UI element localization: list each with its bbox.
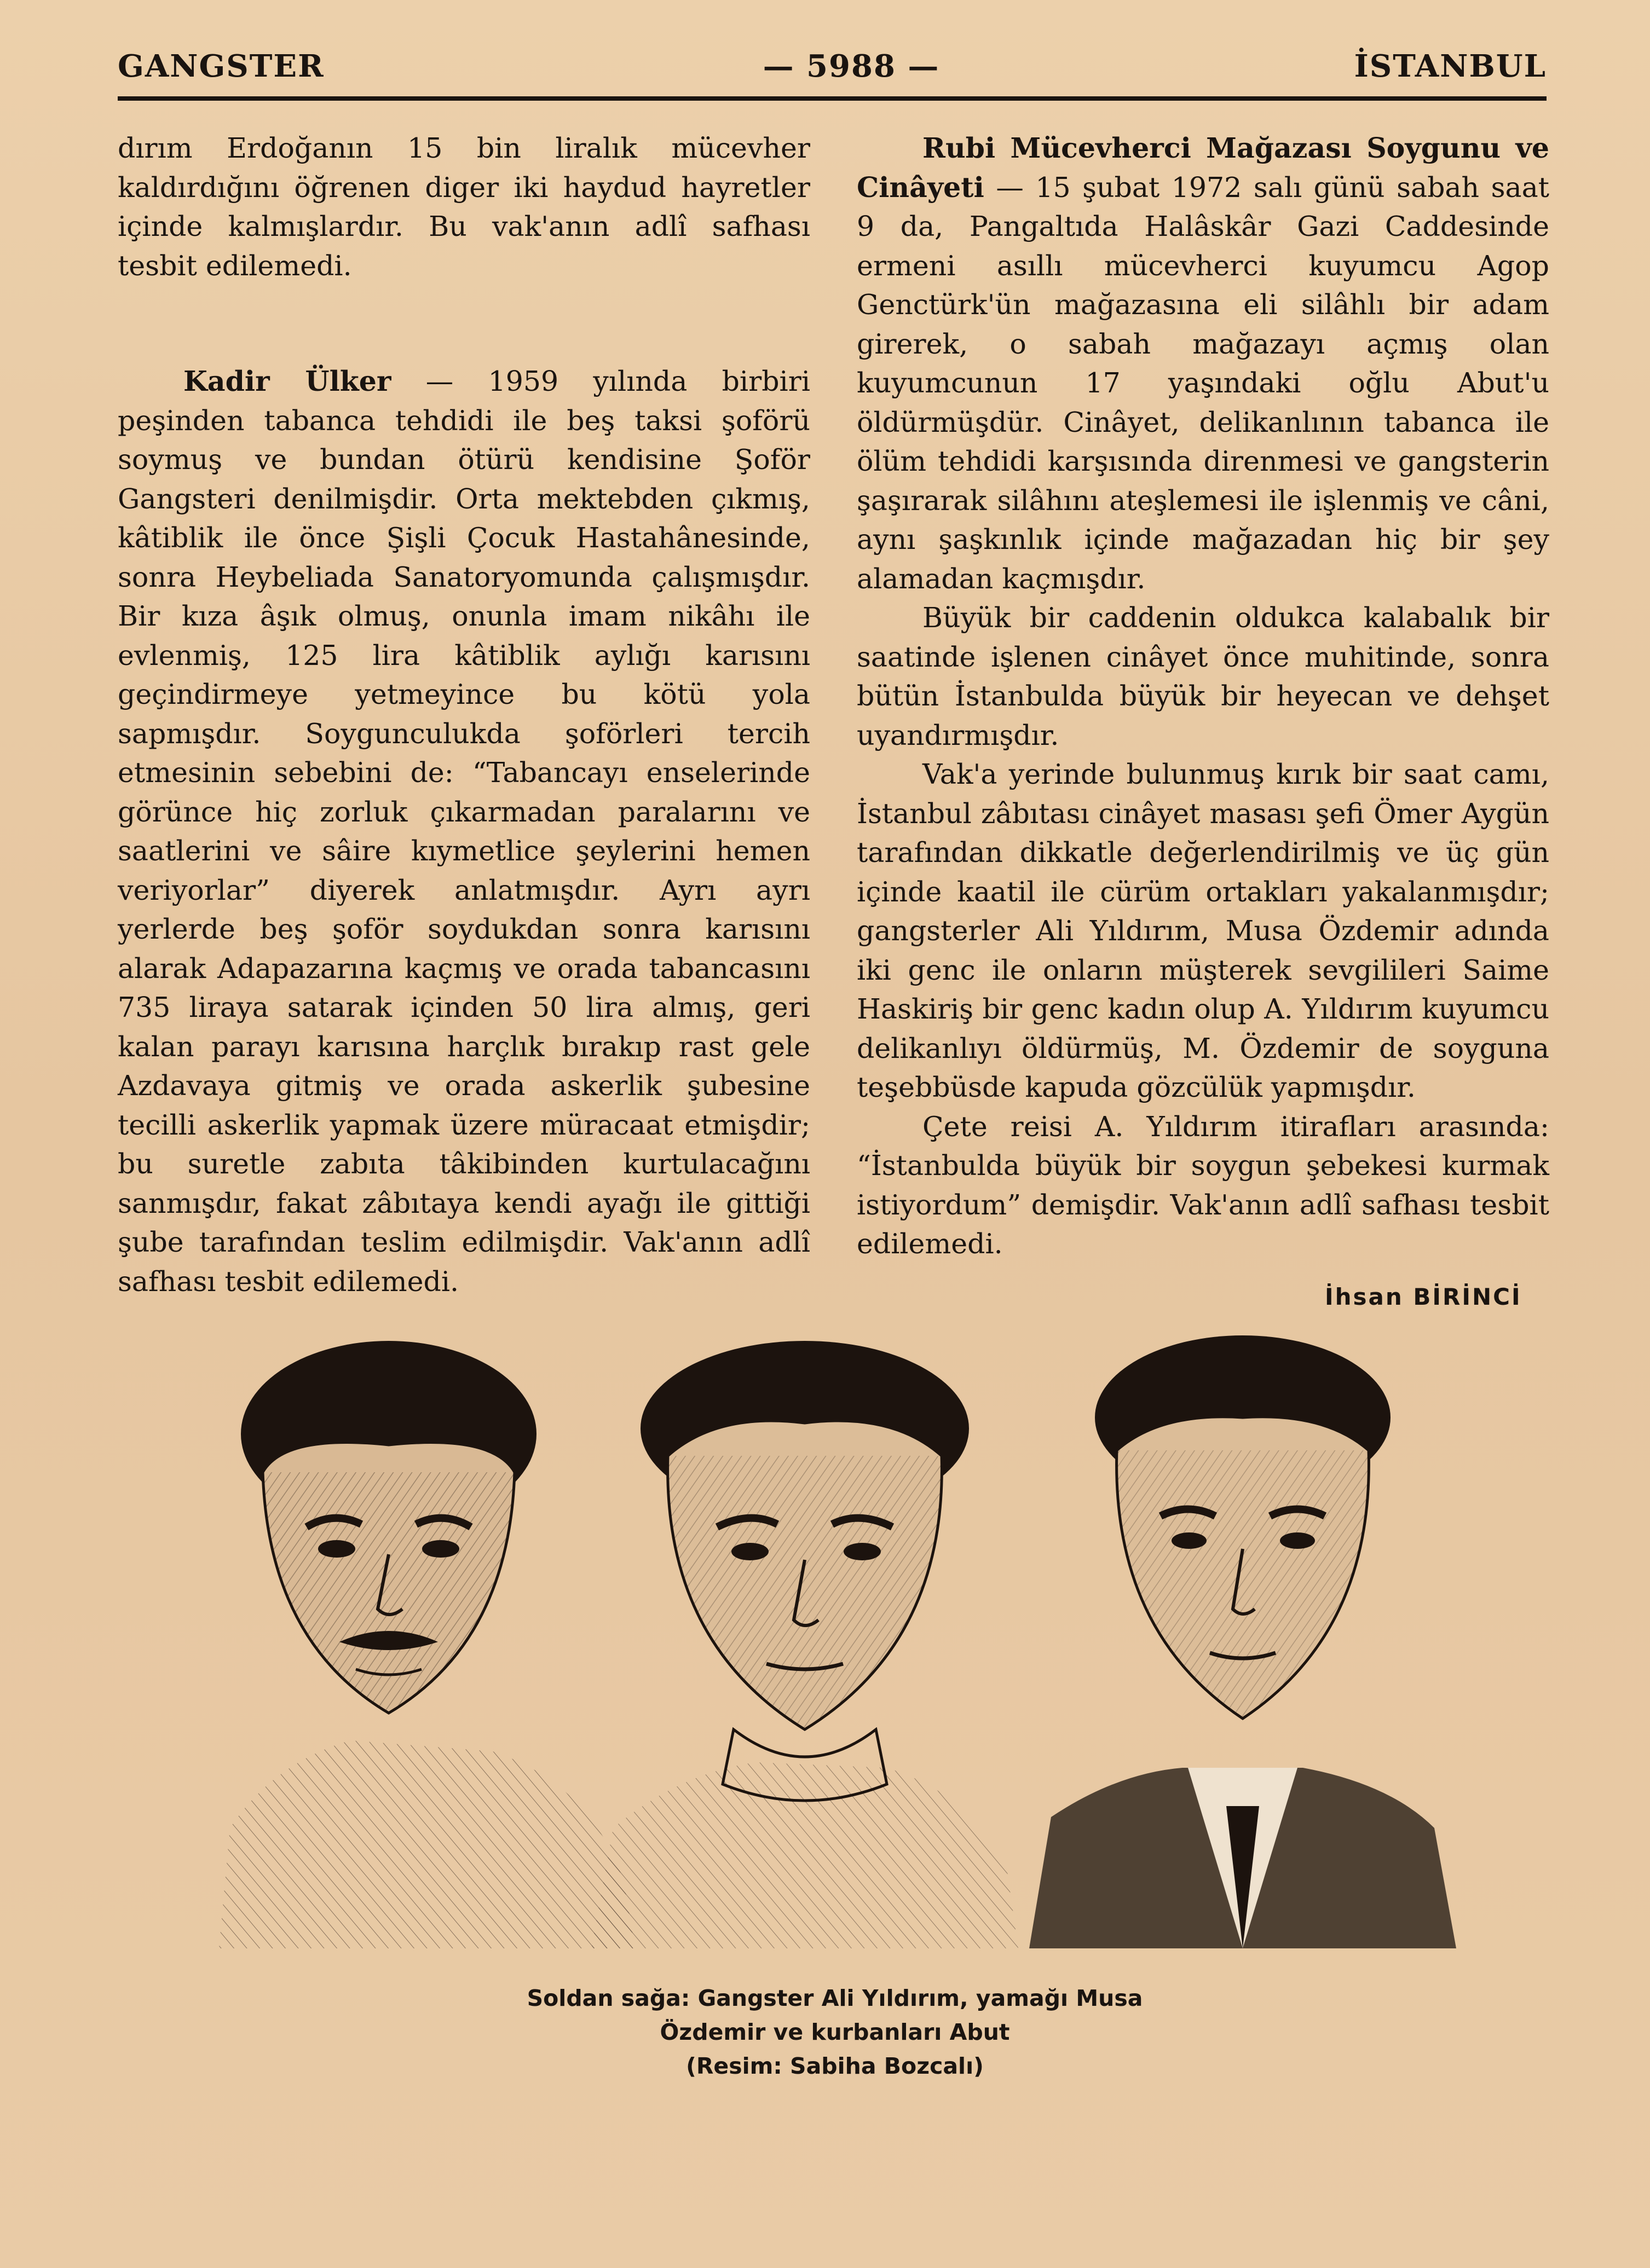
portrait-right [1029,1335,1456,1948]
entry-text: — 1959 yılında birbiri peşinden tabanca tehdidi ile beş taksi şoförü soymuş ve bundan ötürü kendisine Şoför Gangsteri denilmişdir. Orta mektebden çıkmış, kâtiblik ile önce Şişli Çocuk Hastahânesinde, sonra Heybeliada Sanatoryomunda çalışmışdır. Bir kıza âşık olmuş, onunla imam nikâhı ile evlenmiş, 125 lira kâtiblik aylığı karısını geçindirmeye yetmeyince bu kötü yola sapmışdır. Soygunculukda şoförleri tercih etmesinin sebebini de: “Tabancayı enselerinde görünce hiç zorluk çıkarmadan paralarını ve saatlerini ve sâire kıymetlice şeylerini hemen veriyorlar” diyerek anlatmışdır. Ayrı ayrı yerlerde beş şoför soydukdan sonra karısını alarak Adapazarına kaçmış ve orada tabancasını 735 liraya satarak içinden 50 lira almış, geri kalan parayı karısına harçlık bırakıp rast gele Azdavaya gitmiş ve orada askerlik şubesine tecilli askerlik yapmak üzere müracaat etmişdir; bu suretle zabıta tâkibinden kurtulacağını sanmışdır, fakat zâbıtaya kendi ayağı ile gittiği şube tarafından teslim edilmişdir. Vak'anın adlî safhası tesbit edilemedi. [118,365,810,1298]
page-header [118,37,1547,97]
entry-title: Rubi Mücevherci Mağazası Soygunu ve Cinâyeti [857,132,1549,204]
paragraph-rubi [857,129,1549,598]
paragraph-continued: dırım Erdoğanın 15 bin liralık mücevher kaldırdığını öğrenen diger iki haydud hayretler içinde kalmışlardır. Bu vak'anın adlî safhası tesbit edilemedi. [118,132,810,282]
header-rule [118,96,1547,101]
portrait-illustration [208,1335,1566,1948]
portrait-center [591,1341,1018,1948]
caption-credit: (Resim: Sabiha Bozcalı) [686,2053,984,2079]
running-title: GANGSTER [118,48,325,84]
author-signature: İhsan BİRİNCİ [1325,1283,1522,1310]
entry-name: Kadir Ülker [183,365,391,397]
paragraph: Çete reisi A. Yıldırım itirafları arasında: “İstanbulda büyük bir soygun şebekesi kurmak istiyordum” demişdir. Vak'anın adlî safhası tesbit edilemedi. [857,1110,1549,1260]
entry-text: — 15 şubat 1972 salı günü sabah saat 9 da, Pangaltıda Halâskâr Gazi Caddesinde ermeni asıllı mücevherci kuyumcu Agop Genctürk'ün mağazasına eli silâhlı bir adam girerek, o sabah mağazayı açmış olan kuyumcunun 17 yaşındaki oğlu Abut'u öldürmüşdür. Cinâyet, delikanlının tabanca ile ölüm tehdidi karşısında direnmesi ve gangsterin şaşırarak silâhını ateşlemesi ile işlenmiş ve câni, aynı şaşkınlık içinde mağazadan hiç bir şey alamadan kaçmışdır. [857,171,1549,595]
image-caption [465,1981,1204,2083]
paragraph-kadir-ulker [118,362,810,1301]
page-number: — 5988 — [763,48,940,84]
caption-line: Soldan sağa: Gangster Ali Yıldırım, yamağı Musa [527,1985,1143,2011]
caption-line: Özdemir ve kurbanları Abut [660,2019,1010,2045]
right-column [857,129,1549,1264]
paragraph: Büyük bir caddenin oldukca kalabalık bir saatinde işlenen cinâyet önce muhitinde, sonra bütün İstanbulda büyük bir heyecan ve dehşet uyandırmışdır. [857,601,1549,751]
section-title: İSTANBUL [1354,48,1547,84]
paragraph: Vak'a yerinde bulunmuş kırık bir saat camı, İstanbul zâbıtası cinâyet masası şefi Ömer Aygün tarafından dikkatle değerlendirilmiş ve üç gün içinde kaatil ile cürüm ortakları yakalanmışdır; gangsterler Ali Yıldırım, Musa Özdemir adında iki genc ile onların müşterek sevgilileri Saime Haskiriş bir genc kadın olup A. Yıldırım kuyumcu delikanlıyı öldürmüş, M. Özdemir de soyguna teşebbüsde kapuda gözcülük yapmışdır. [857,758,1549,1103]
left-column [118,129,810,1301]
portrait-left [219,1341,635,1948]
